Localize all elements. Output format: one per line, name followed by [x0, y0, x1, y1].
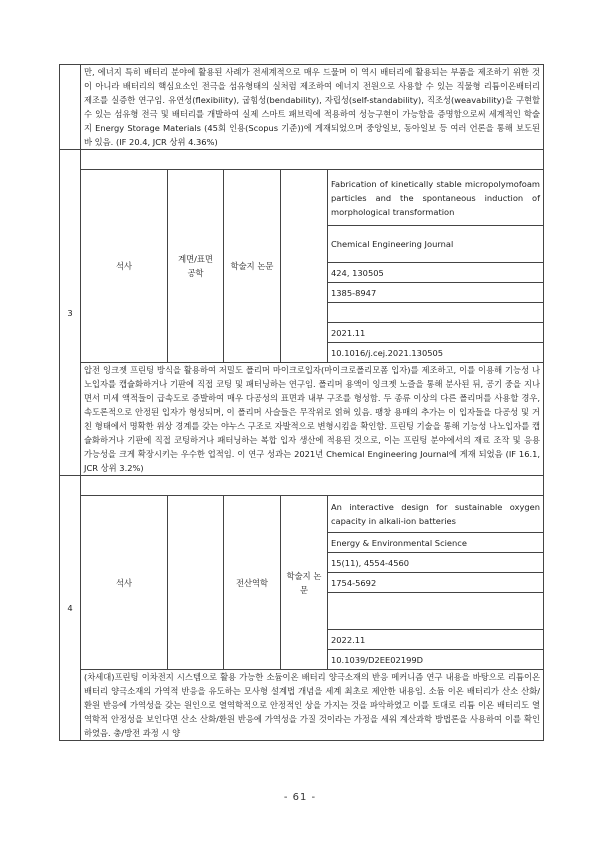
issn: 1754-5692: [328, 573, 544, 593]
journal-name: Chemical Engineering Journal: [328, 226, 544, 263]
achievement-table: [59, 64, 544, 741]
doi: 10.1039/D2EE02199D: [328, 650, 544, 670]
description-cell: 압전 잉크젯 프린팅 방식을 활용하여 저밀도 폴리머 마이크로입자(마이크로폴리모폼 입자)를 제조하고, 이를 이용해 기능성 나노입자를 캡슐화하거나 기판에 직접 코팅 및 패터닝하는 연구임. 폴리머 용액이 잉크젯 노즐을 통해 분사된 뒤, 공기 중을 지나면서 미세 액적들이 급속도로 증발하여 매우 다공성의 표면과 내부 구조를 형성함. 두 종류 이상의 다른 폴리머를 사용할 경우, 속도론적으로 안정된 입자가 형성되며, 이 폴리머 사슬들은 무작위로 얽혀 있음. 팽창 용매의 추가는 이 입자들을 다공성 및 거친 형태에서 명확한 위상 경계를 갖는 야누스 구조로 자발적으로 변형시킴을 확인함. 프린팅 기술을 통해 기능성 나노입자를 캡슐화하거나 기판에 직접 코팅하거나 패터닝하는 복합 입자 생산에 적용된 것으로, 이는 프린팅 분야에서의 재료 조작 및 응용 가능성을 크게 확장시키는 우수한 업적임. 이 연구 성과는 2021년 Chemical Engineering Journal에 게재 되었음 (IF 16.1, JCR 상위 3.2%): [81, 363, 544, 476]
publication-type-cell: 학술지 논문: [281, 496, 328, 670]
spacer-cell: [81, 150, 544, 170]
issn: 1385-8947: [328, 283, 544, 303]
doi: 10.1016/j.cej.2021.130505: [328, 343, 544, 363]
entry-number: 3: [60, 150, 81, 476]
spacer-cell: [81, 476, 544, 496]
journal-name: Energy & Environmental Science: [328, 533, 544, 553]
entry-number: 4: [60, 476, 81, 741]
page-number: - 61 -: [283, 792, 317, 803]
entry-4-row: [60, 476, 544, 496]
research-field-cell: 계면/표면 공학: [168, 170, 224, 363]
publication-date: 2022.11: [328, 630, 544, 650]
blank-field: [328, 593, 544, 630]
paper-title: An interactive design for sustainable oxygen capacity in alkali-ion batteries: [328, 496, 544, 533]
degree-cell: 석사: [81, 170, 168, 363]
degree-cell: 석사: [81, 496, 168, 670]
research-field-cell: 전산역학: [224, 496, 281, 670]
entry-3-row: [60, 150, 544, 170]
publication-type-cell: 학술지 논문: [224, 170, 281, 363]
volume-pages: 424, 130505: [328, 263, 544, 283]
number-cell: [60, 65, 81, 150]
volume-pages: 15(11), 4554-4560: [328, 553, 544, 573]
paper-title: Fabrication of kinetically stable micropolymofoam particles and the spontaneous induction of morphological transformation: [328, 170, 544, 226]
research-field-cell: [168, 496, 224, 670]
blank-field: [328, 303, 544, 323]
publication-date: 2021.11: [328, 323, 544, 343]
row-2-continuation: [60, 65, 544, 150]
empty-cell: [281, 170, 328, 363]
description-cell: (차세대)프린팅 이차전지 시스템으로 활용 가능한 소듐이온 배터리 양극소재의 반응 메커니즘 연구 내용을 바탕으로 리튬이온 배터리 양극소재의 가역적 반응을 유도하는 모사형 설계법 개념을 세계 최초로 제안한 내용임. 소듐 이온 배터리가 산소 산화/환원 반응에 가역성을 갖는 원인으로 열역학적으로 안정적인 상을 가지는 것을 파악하였고 이를 토대로 리튬 이온 배터리도 열역학적 안정성을 보인다면 산소 산화/환원 반응에 가역성을 가질 것이라는 가정을 세워 계산과학 방법론을 사용하여 이를 확인하였음. 충/방전 과정 시 양: [81, 670, 544, 741]
description-cell: 만, 에너지 특히 배터리 분야에 활용된 사례가 전세계적으로 매우 드물며 이 역시 배터리에 활용되는 부품을 제조하기 위한 것이 아니라 배터리의 핵심요소인 전극을 섬유형태의 실처럼 제조하여 에너지 전원으로 사용할 수 있는 직물형 리튬이온배터리 제조를 실증한 연구임. 유연성(flexibility), 굽힘성(bendability), 자립성(self-standability), 직조성(weavability)을 구현할 수 있는 섬유형 전극 및 배터리를 개발하여 실제 스마트 패브릭에 적용하여 성능구현이 가능함을 증명함으로써 세계적인 학술지 Energy Storage Materials (45회 인용(Scopus 기준))에 게재되었으며 중앙일보, 동아일보 등 여러 언론을 통해 보도된 바 있음. (IF 20.4, JCR 상위 4.36%): [81, 65, 544, 150]
